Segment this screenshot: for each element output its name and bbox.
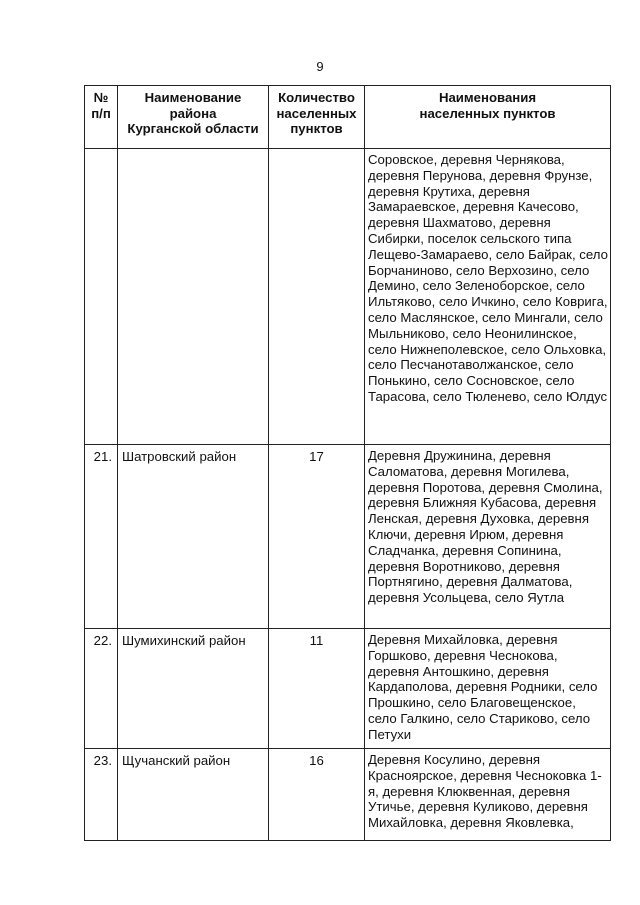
row-count [269, 149, 365, 445]
table-row [85, 445, 611, 629]
header-num-line: п/п [91, 105, 111, 121]
table-header-row [85, 86, 611, 149]
table-row [85, 149, 611, 445]
header-count [269, 86, 365, 149]
table-row [85, 629, 611, 749]
header-settlements-line: населенных пунктов [419, 105, 556, 121]
row-num: 21. [85, 445, 118, 629]
row-settlements: Соровское, деревня Чернякова, деревня Перунова, деревня Фрунзе, деревня Крутиха, деревня Замараевское, деревня Качесово, деревня Шахматово, деревня Сибирки, поселок сельского типа Лещево-Замараево, село Байрак, село Борчаниново, село Верхозино, село Демино, село Зеленоборское, село Ильтяково, село Ичкино, село Ковригa, село Маслянское, село Мингали, село Мыльниково, село Неонилинское, село Нижнеполевское, село Ольховка, село Песчанотаволжанское, село Понькино, село Сосновское, село Тарасова, село Тюленево, село Юлдус [365, 149, 611, 445]
row-count: 16 [269, 749, 365, 841]
row-district: Шатровский район [118, 445, 269, 629]
row-settlements: Деревня Косулино, деревня Красноярское, деревня Чесноковка 1-я, деревня Клюквенная, деревня Утичье, деревня Куликово, деревня Михайловка, деревня Яковлевка, [365, 749, 611, 841]
header-count-line: Количество [278, 90, 355, 105]
row-count: 17 [269, 445, 365, 629]
header-settlements-line: Наименования [438, 90, 537, 105]
header-district [118, 86, 269, 149]
row-num [85, 149, 118, 445]
row-count: 11 [269, 629, 365, 749]
row-district: Шумихинский район [118, 629, 269, 749]
header-district-line: района [169, 105, 217, 121]
row-settlements: Деревня Михайловка, деревня Горшково, деревня Чеснокова, деревня Антошкино, деревня Кардаполова, деревня Родники, село Прошкино, село Благовещенское, село Галкино, село Стариково, село Петухи [365, 629, 611, 749]
table-row [85, 749, 611, 841]
header-count-line: пунктов [290, 121, 343, 136]
districts-table [84, 85, 611, 841]
row-num: 23. [85, 749, 118, 841]
header-settlements [365, 86, 611, 149]
row-district [118, 149, 269, 445]
header-district-line: Наименование [144, 90, 242, 105]
header-num [85, 86, 118, 149]
header-count-line: населенных [276, 105, 357, 121]
row-settlements: Деревня Дружинина, деревня Саломатова, деревня Могилева, деревня Поротова, деревня Смолина, деревня Ближняя Кубасова, деревня Ленская, деревня Духовка, деревня Ключи, деревня Ирюм, деревня Сладчанка, деревня Сопинина, деревня Воротниково, деревня Портнягино, деревня Далматова, деревня Усольцева, село Яутла [365, 445, 611, 629]
row-district: Щучанский район [118, 749, 269, 841]
row-num: 22. [85, 629, 118, 749]
page-number: 9 [316, 59, 324, 74]
header-num-line: № [93, 90, 109, 105]
header-district-line: Курганской области [127, 121, 259, 136]
